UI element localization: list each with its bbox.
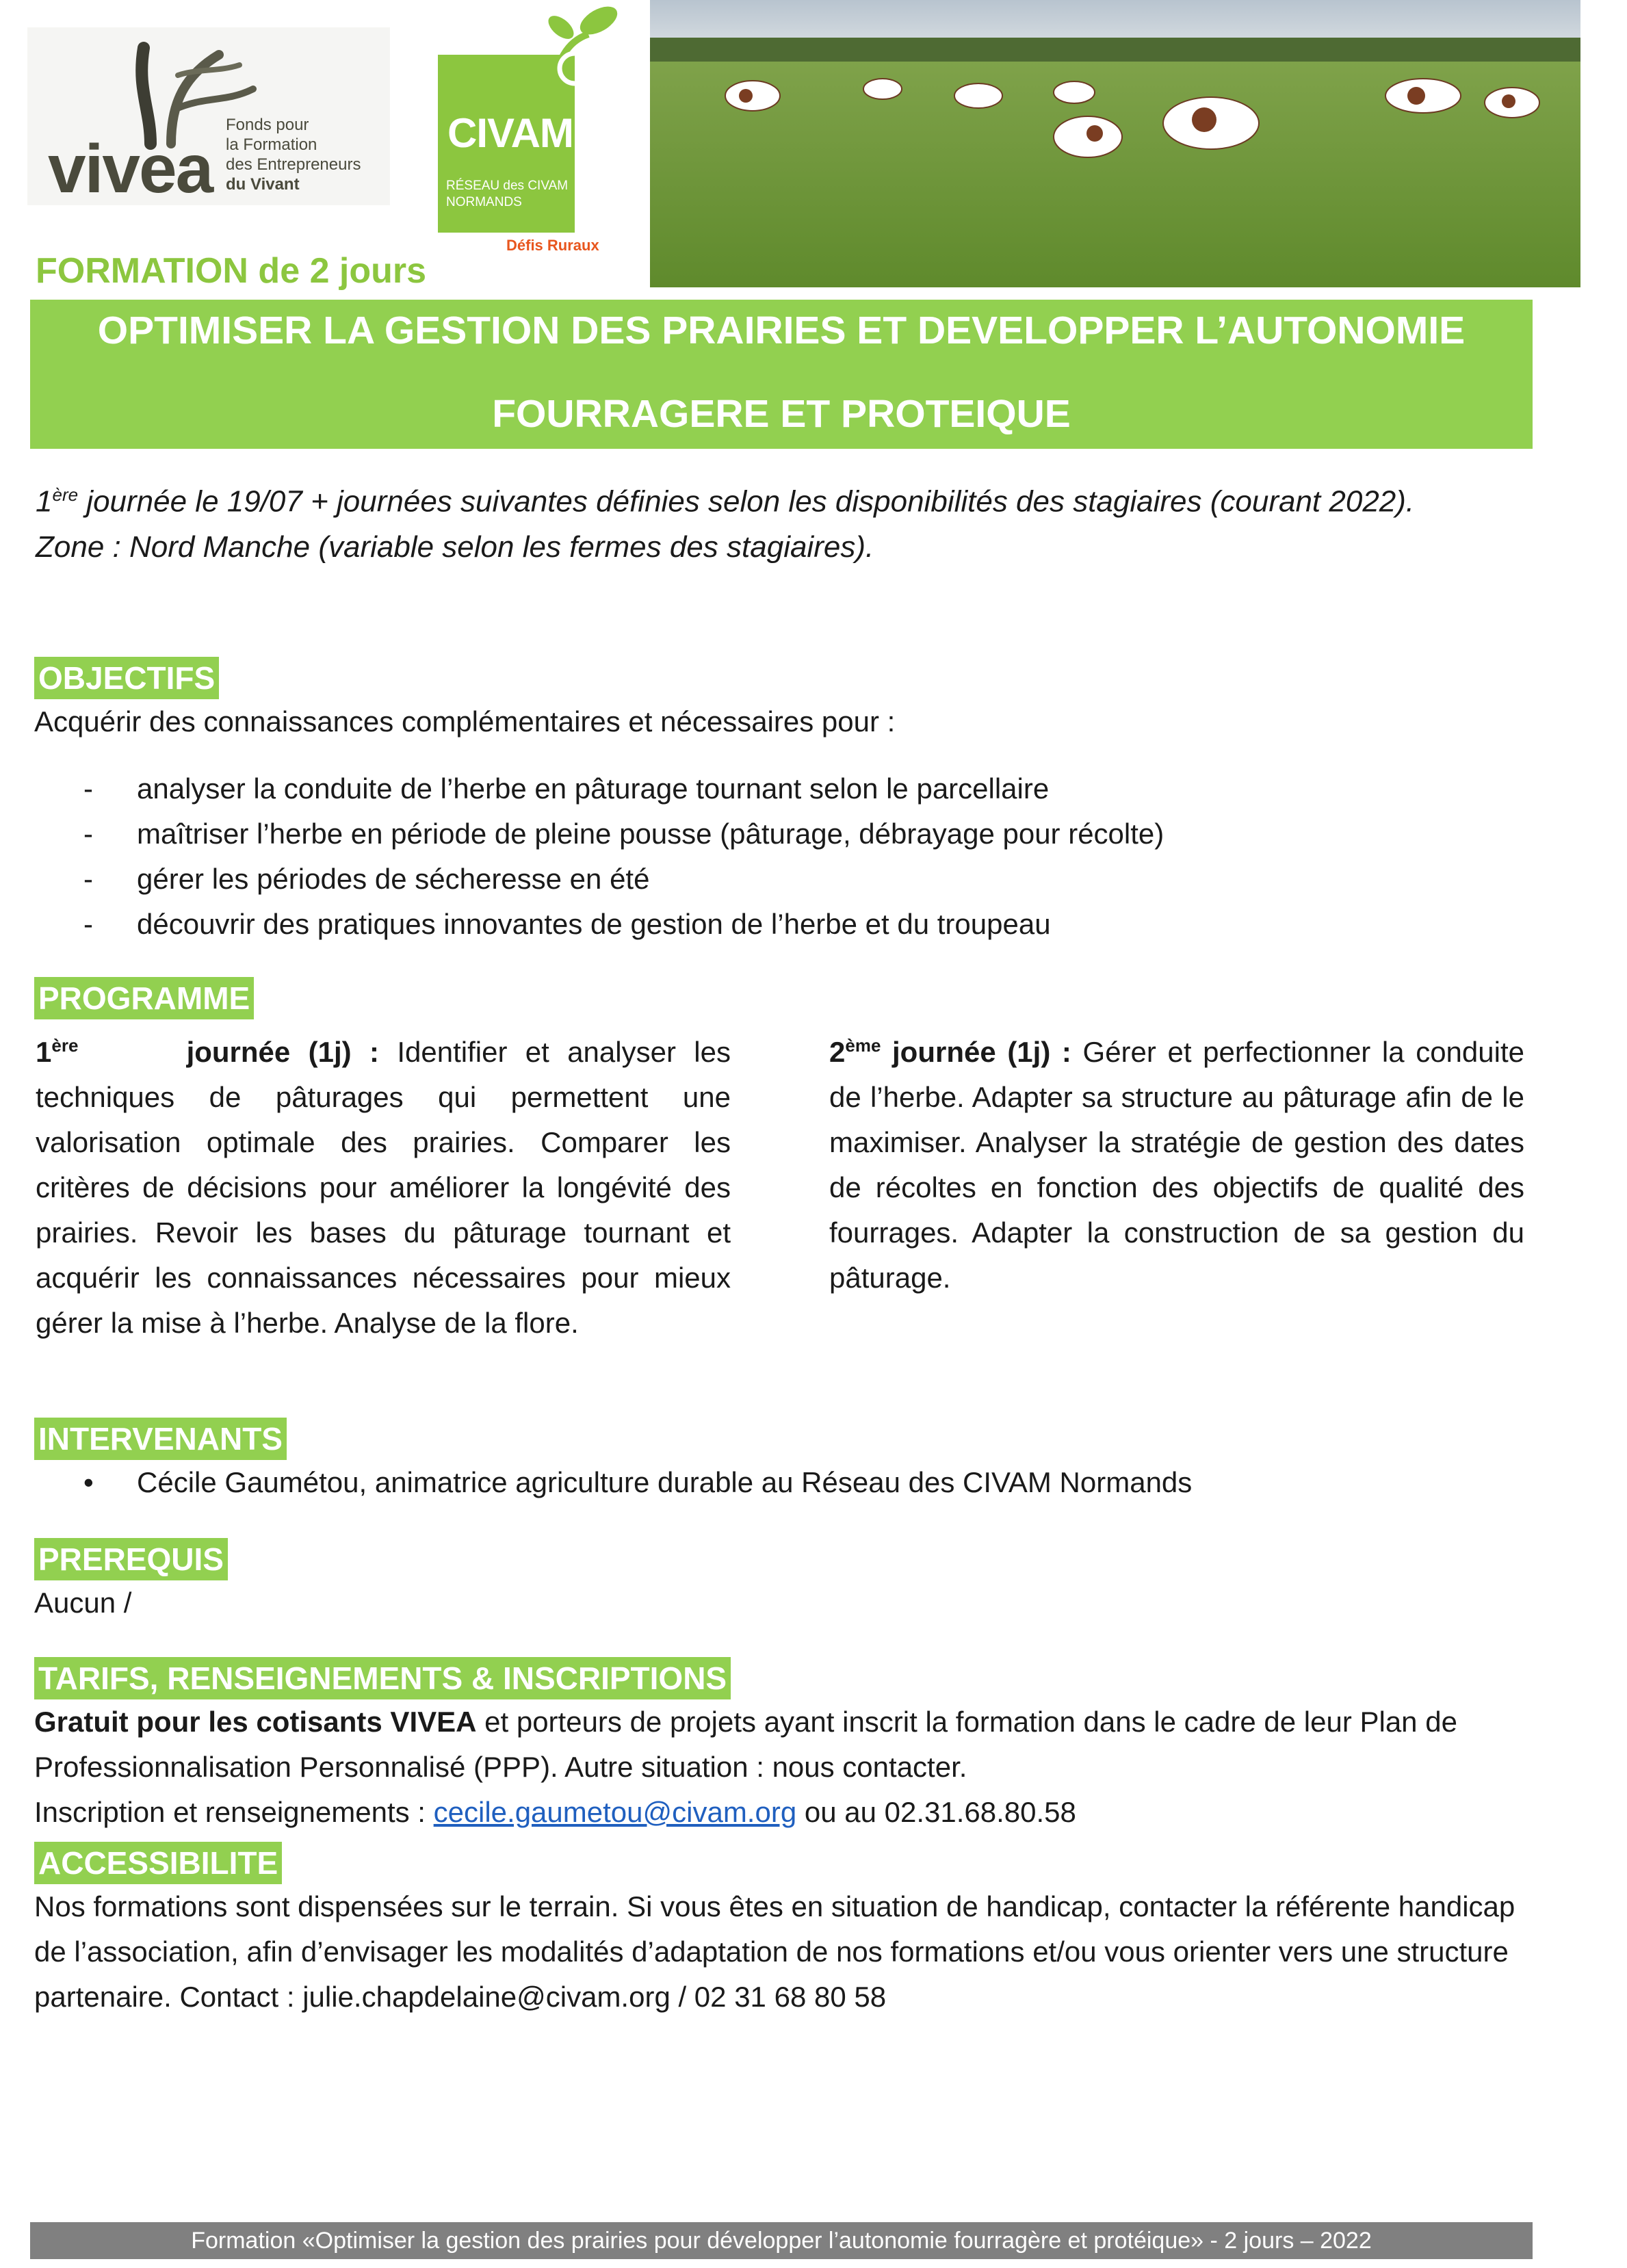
accessibilite-section [34, 1842, 1526, 2020]
civam-sprout-icon [534, 0, 636, 103]
programme-day-1: 1ère journée (1j) : Identifier et analyser les techniques de pâturages qui permettent une valorisation optimale des prairies. Comparer les critères de décisions pour améliorer la longévité des prairies. Revoir les bases du pâturage tournant et acquérir les connaissances nécessaires pour mieux gérer la mise à l’herbe. Analyse de la flore. [36, 1035, 731, 1339]
title-bar [30, 300, 1533, 449]
objectifs-heading: OBJECTIFS [34, 657, 219, 699]
vivea-logo [27, 27, 390, 205]
footer-bar [30, 2222, 1533, 2259]
contact-email-link[interactable]: cecile.gaumetou@civam.org [433, 1796, 797, 1828]
civam-wordmark: CIVAM [447, 110, 573, 156]
objectifs-intro: Acquérir des connaissances complémentaires et nécessaires pour : [34, 705, 896, 738]
cows-pasture-photo [650, 0, 1580, 287]
civam-slogan: Défis Ruraux [506, 237, 599, 254]
formation-label: FORMATION de 2 jours [36, 251, 427, 291]
programme-section [34, 977, 1539, 1019]
list-item: - gérer les périodes de sécheresse en été [34, 857, 1539, 902]
pasture-image [650, 0, 1580, 287]
vivea-wordmark: vivea [48, 131, 213, 207]
dates-block [36, 472, 1541, 570]
prerequis-text: Aucun / [34, 1587, 132, 1619]
civam-network: RÉSEAU des CIVAM NORMANDS [446, 179, 569, 209]
title-line-1: OPTIMISER LA GESTION DES PRAIRIES ET DEVELOPPER L’AUTONOMIE [97, 309, 1466, 352]
accessibilite-heading: ACCESSIBILITE [34, 1842, 282, 1884]
bullet-icon: • [83, 1466, 94, 1498]
objectifs-list [34, 766, 1539, 947]
intervenants-list [34, 1460, 1539, 1505]
prerequis-heading: PREREQUIS [34, 1538, 228, 1580]
tarifs-contact: Inscription et renseignements : cecile.gaumetou@civam.org ou au 02.31.68.80.58 [34, 1796, 1076, 1828]
objectifs-section [34, 657, 1539, 947]
programme-heading: PROGRAMME [34, 977, 254, 1019]
dates-line-1: 1ère journée le 19/07 + journées suivantes définies selon les disponibilités des stagiaires (courant 2022). [36, 484, 1415, 519]
list-item: • Cécile Gaumétou, animatrice agriculture durable au Réseau des CIVAM Normands [34, 1460, 1539, 1505]
vivea-tagline: Fonds pour la Formation des Entrepreneurs du Vivant [226, 116, 361, 194]
intervenants-heading: INTERVENANTS [34, 1418, 287, 1460]
programme-day-2: 2ème journée (1j) : Gérer et perfectionner la conduite de l’herbe. Adapter sa structure au pâturage afin de le maximiser. Analyser la stratégie de gestion des dates de récoltes en fonction des objectifs de qualité des fourrages. Adapter la construction de sa gestion du pâturage. [829, 1035, 1524, 1294]
list-item: - analyser la conduite de l’herbe en pâturage tournant selon le parcellaire [34, 766, 1539, 811]
list-item: - découvrir des pratiques innovantes de gestion de l’herbe et du troupeau [34, 902, 1539, 947]
accessibilite-text: Nos formations sont dispensées sur le terrain. Si vous êtes en situation de handicap, contacter la référente handicap de l’association, afin d’envisager les modalités d’adaptation de nos formations et/ou vous orienter vers une structure partenaire. Contact : julie.chapdelaine@civam.org / 02 31 68 80 58 [34, 1890, 1515, 2013]
intervenants-section [34, 1418, 1539, 1505]
dates-line-2: Zone : Nord Manche (variable selon les fermes des stagiaires). [36, 530, 874, 564]
tarifs-heading: TARIFS, RENSEIGNEMENTS & INSCRIPTIONS [34, 1657, 731, 1699]
list-item: - maîtriser l’herbe en période de pleine pousse (pâturage, débrayage pour récolte) [34, 811, 1539, 857]
prerequis-section [34, 1538, 1539, 1626]
tarifs-text: Gratuit pour les cotisants VIVEA et porteurs de projets ayant inscrit la formation dans le cadre de leur Plan de Professionnalisation Personnalisé (PPP). Autre situation : nous contacter. [34, 1706, 1457, 1783]
tarifs-section [34, 1657, 1539, 1835]
title-line-2: FOURRAGERE ET PROTEIQUE [492, 392, 1071, 436]
civam-logo [438, 0, 636, 260]
footer-text: Formation «Optimiser la gestion des prairies pour développer l’autonomie fourragère et protéique» - 2 jours – 2022 [191, 2228, 1372, 2254]
